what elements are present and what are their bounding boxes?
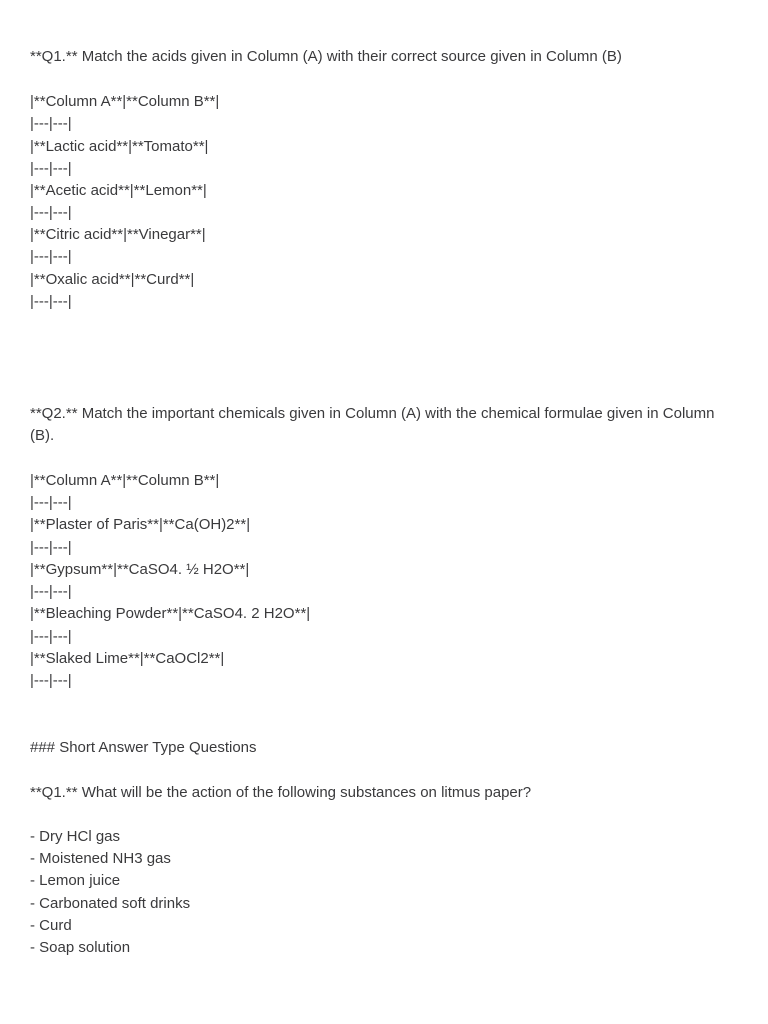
q1-table-row: |**Lactic acid**|**Tomato**| <box>30 138 209 155</box>
list-item: - Curd <box>30 917 72 934</box>
q1-table-row: |**Citric acid**|**Vinegar**| <box>30 226 206 243</box>
q1-table-row: |---|---| <box>30 293 72 310</box>
short-answer-q1-prompt: **Q1.** What will be the action of the following substances on litmus paper? <box>30 784 532 801</box>
q1-prompt: **Q1.** Match the acids given in Column (A) with their correct source given in Column (B) <box>30 48 622 65</box>
list-item: - Moistened NH3 gas <box>30 850 171 867</box>
q1-table-row: |**Column A**|**Column B**| <box>30 93 220 110</box>
q1-table-row: |**Oxalic acid**|**Curd**| <box>30 271 195 288</box>
q2-table-row: |**Slaked Lime**|**CaOCl2**| <box>30 650 225 667</box>
q2-table-row: |**Column A**|**Column B**| <box>30 472 220 489</box>
q2-table-row: |**Gypsum**|**CaSO4. ½ H2O**| <box>30 561 250 578</box>
list-item: - Carbonated soft drinks <box>30 895 191 912</box>
q1-table-row: |---|---| <box>30 160 72 177</box>
q2-table-row: |---|---| <box>30 539 72 556</box>
q1-table-row: |---|---| <box>30 115 72 132</box>
q2-table-row: |---|---| <box>30 494 72 511</box>
q1-table-row: |---|---| <box>30 248 72 265</box>
list-item: - Soap solution <box>30 939 131 956</box>
q2-table-row: |---|---| <box>30 672 72 689</box>
q2-table-row: |---|---| <box>30 628 72 645</box>
q1-table-row: |---|---| <box>30 204 72 221</box>
q2-table-row: |**Bleaching Powder**|**CaSO4. 2 H2O**| <box>30 605 311 622</box>
q2-prompt: **Q2.** Match the important chemicals given in Column (A) with the chemical formulae given in Column (B). <box>30 405 715 444</box>
q2-table-row: |---|---| <box>30 583 72 600</box>
q2-table-row: |**Plaster of Paris**|**Ca(OH)2**| <box>30 516 251 533</box>
q1-table-row: |**Acetic acid**|**Lemon**| <box>30 182 207 199</box>
list-item: - Dry HCl gas <box>30 828 121 845</box>
section-heading: ### Short Answer Type Questions <box>30 739 257 756</box>
list-item: - Lemon juice <box>30 872 121 889</box>
